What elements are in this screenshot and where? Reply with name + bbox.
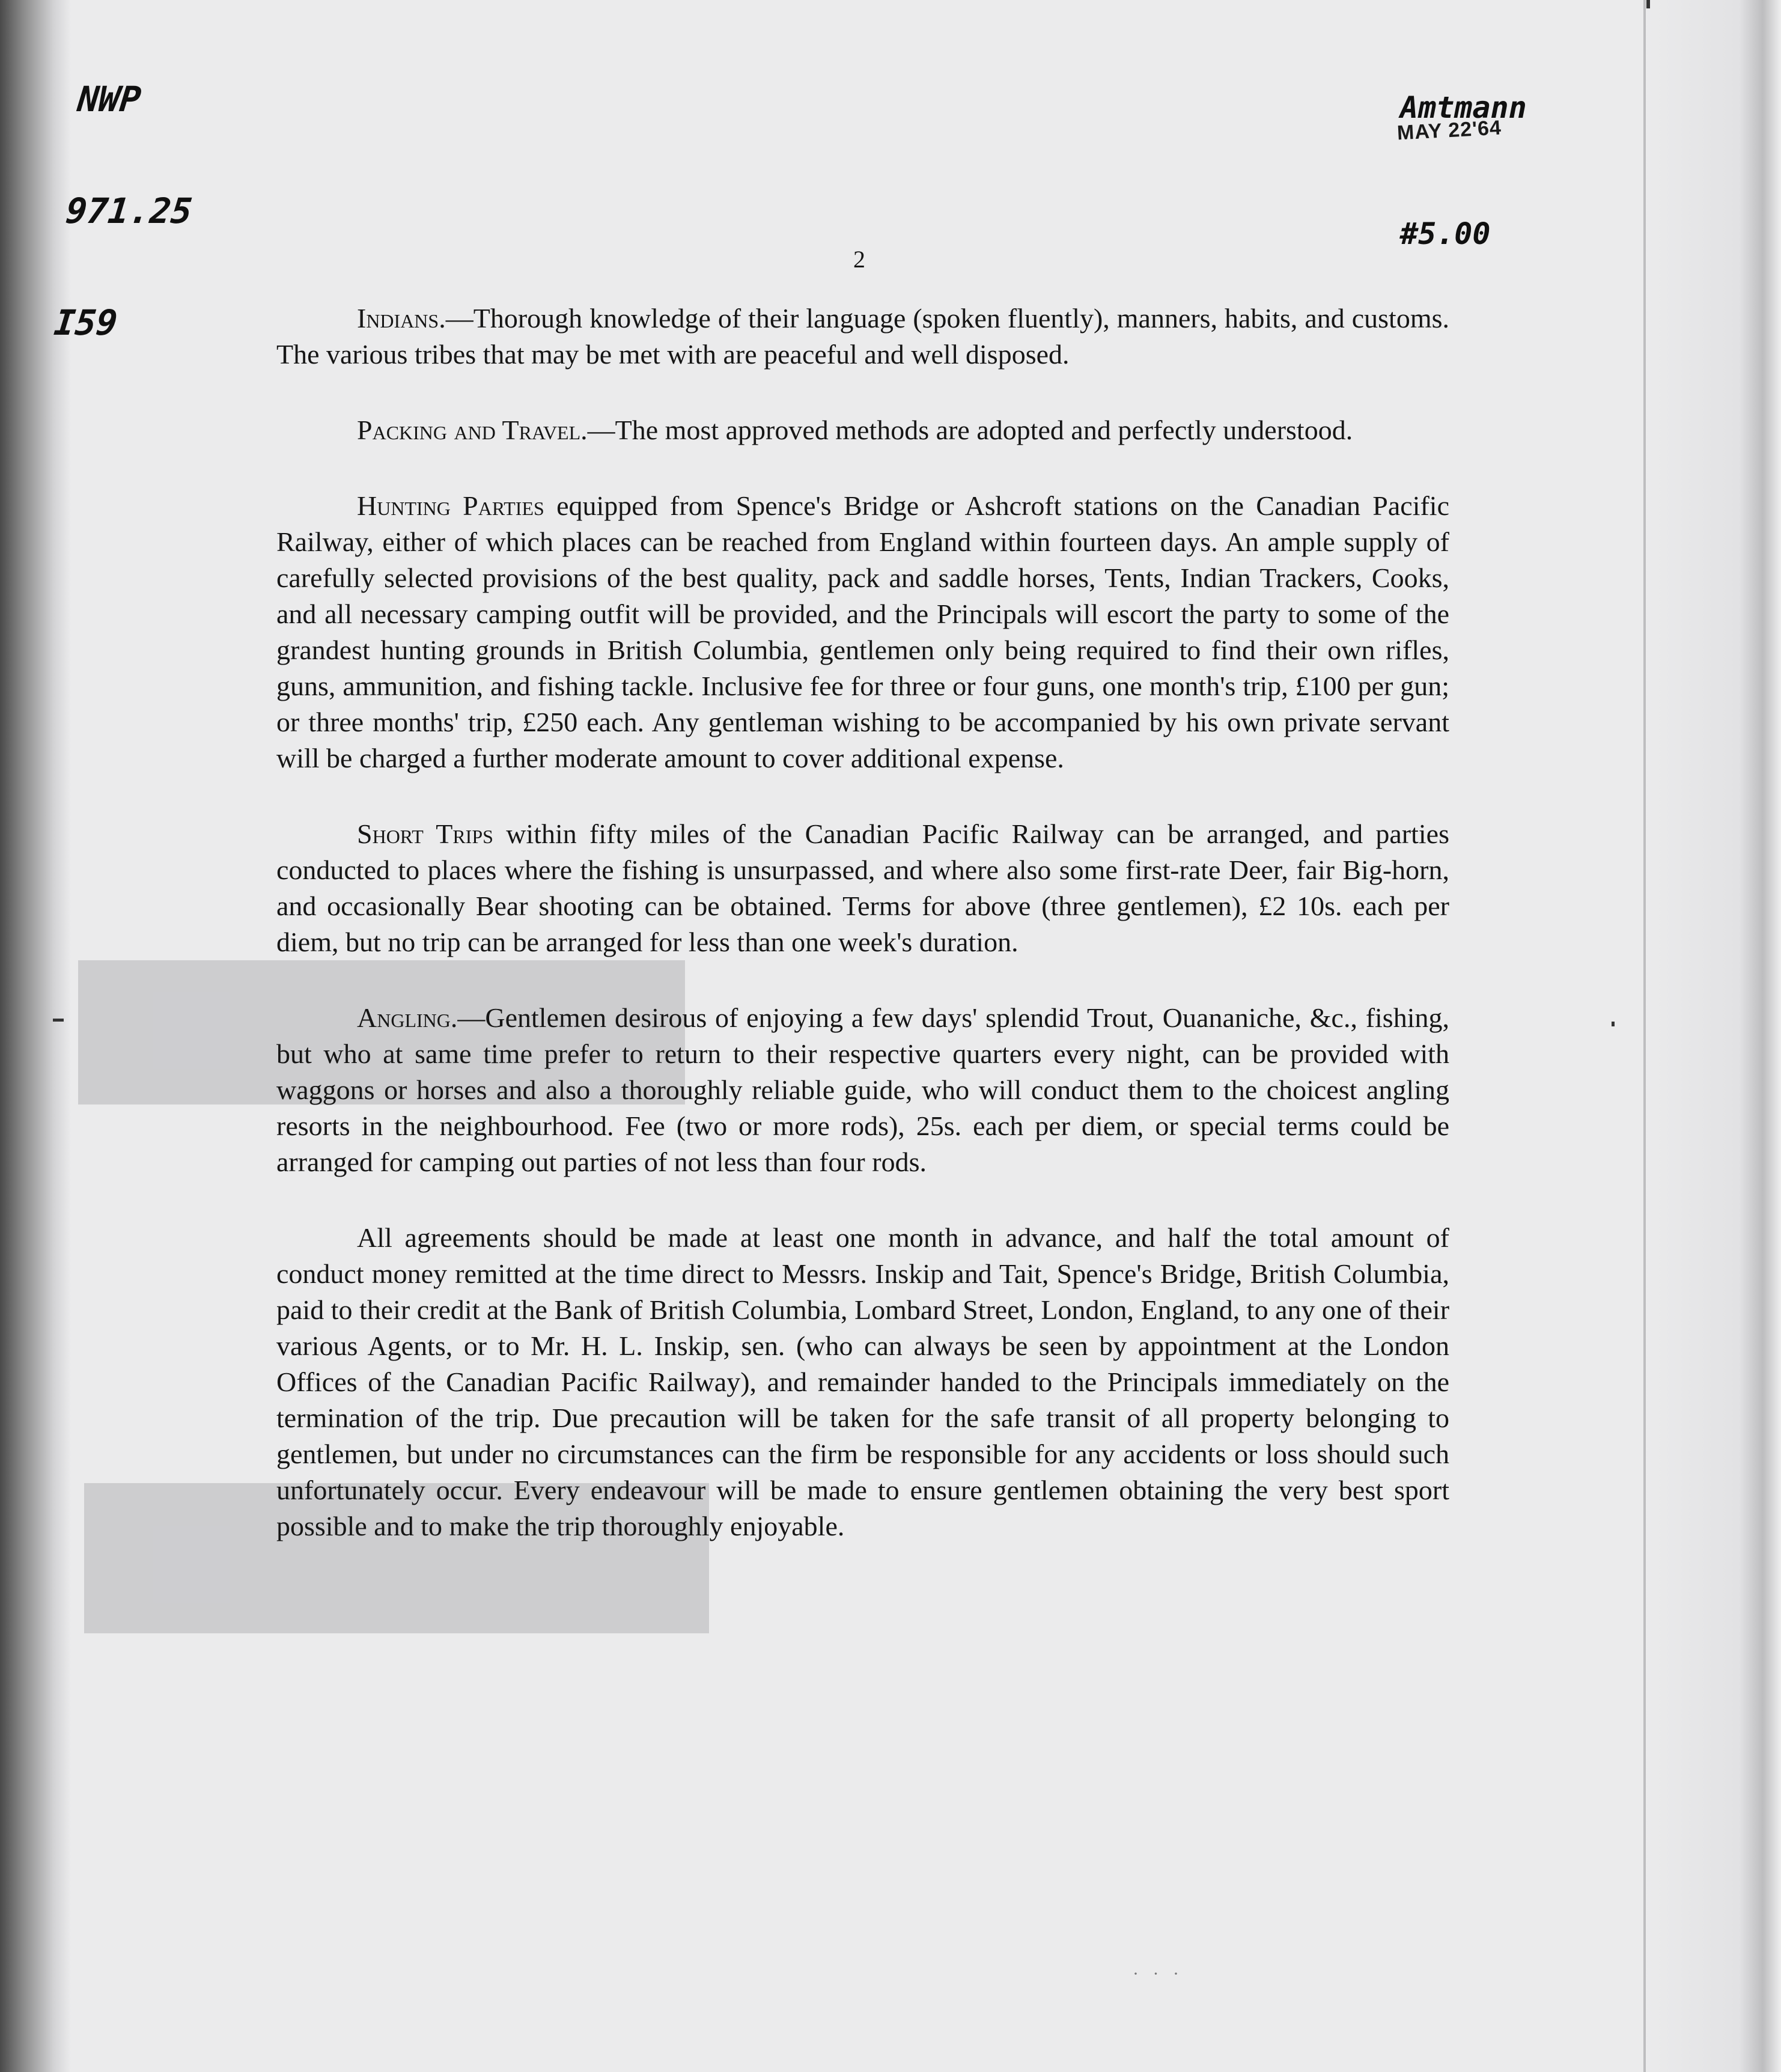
paragraph-heading: Hunting Parties (357, 490, 544, 521)
handwritten-dealer-note (1400, 2, 1527, 339)
corner-mark (1646, 0, 1650, 8)
margin-tick (53, 1019, 64, 1022)
paragraph-text: —Gentlemen desirous of enjoying a few days' splendid Trout, Ouananiche, &c., fishing, but who at same time prefer to return to their respective quarters every night, can be provided with waggons or horses and also a thoroughly reliable guide, who will conduct them to the choicest angling resorts in the neighbourhood. Fee (two or more rods), 25s. each per diem, or special terms could be arranged for camping out parties of not less than four rods. (276, 1002, 1449, 1177)
document-body (276, 300, 1449, 1584)
scan-smudge: · · · (1133, 1964, 1184, 1984)
paragraph-packing-and-travel (276, 412, 1449, 448)
dealer-name: Amtmann (1400, 90, 1527, 125)
paragraph-heading: Angling. (357, 1002, 458, 1033)
call-number-line: 971.25 (64, 190, 195, 231)
paragraph-text: —The most approved methods are adopted and perfectly understood. (587, 415, 1353, 445)
page-fold-line (1643, 0, 1646, 2072)
paragraph-indians (276, 300, 1449, 373)
call-number-line: I59 (52, 302, 120, 343)
call-number-line: NWP (75, 79, 143, 120)
margin-dot (1612, 1022, 1615, 1026)
paragraph-agreements (276, 1220, 1449, 1544)
dealer-price: #5.00 (1400, 216, 1491, 251)
paragraph-text: equipped from Spence's Bridge or Ashcroft stations on the Canadian Pacific Railway, either of which places can be reached from England within fourteen days. An ample supply of carefully selected provisions of the best quality, pack and saddle horses, Tents, Indian Trackers, Cooks, and all necessary camping outfit will be provided, and the Principals will escort the party to some of the grandest hunting grounds in British Columbia, gentlemen only being required to find their own rifles, guns, ammunition, and fishing tackle. Inclusive fee for three or four guns, one month's trip, £100 per gun; or three months' trip, £250 each. Any gentleman wishing to be accompanied by his own private servant will be charged a further moderate amount to cover additional expense. (276, 490, 1449, 773)
paragraph-hunting-parties (276, 488, 1449, 776)
paragraph-short-trips (276, 816, 1449, 960)
paragraph-heading: Packing and Travel. (357, 415, 588, 445)
paragraph-text: within fifty miles of the Canadian Pacific Railway can be arranged, and parties conducted to places where the fishing is unsurpassed, and where also some first-rate Deer, fair Big-horn, and occasionally Bear shooting can be obtained. Terms for above (three gentlemen), £2 10s. each per diem, but no trip can be arranged for less than one week's duration. (276, 818, 1449, 957)
page-right-edge-shadow (1643, 0, 1781, 2072)
paragraph-text: —Thorough knowledge of their language (spoken fluently), manners, habits, and customs. The various tribes that may be met with are peaceful and well disposed. (276, 303, 1449, 370)
date-stamp: MAY 22'64 (1396, 116, 1502, 145)
paragraph-text: All agreements should be made at least one month in advance, and half the total amount of conduct money remitted at the time direct to Messrs. Inskip and Tait, Spence's Bridge, British Columbia, paid to their credit at the Bank of British Columbia, Lombard Street, London, England, to any one of their various Agents, or to Mr. H. L. Inskip, sen. (who can always be seen by appointment at the London Offices of the Canadian Pacific Railway), and remainder handed to the Principals immediately on the termination of the trip. Due precaution will be taken for the safe transit of all property belonging to gentlemen, but under no circumstances can the firm be responsible for any accidents or loss should such unfortunately occur. Every endeavour will be made to ensure gentlemen obtaining the very best sport possible and to make the trip thoroughly enjoyable. (276, 1222, 1450, 1541)
page-number: 2 (853, 246, 865, 273)
paragraph-angling (276, 1000, 1449, 1180)
paragraph-heading: Short Trips (357, 818, 493, 849)
paragraph-heading: Indians. (357, 303, 446, 334)
